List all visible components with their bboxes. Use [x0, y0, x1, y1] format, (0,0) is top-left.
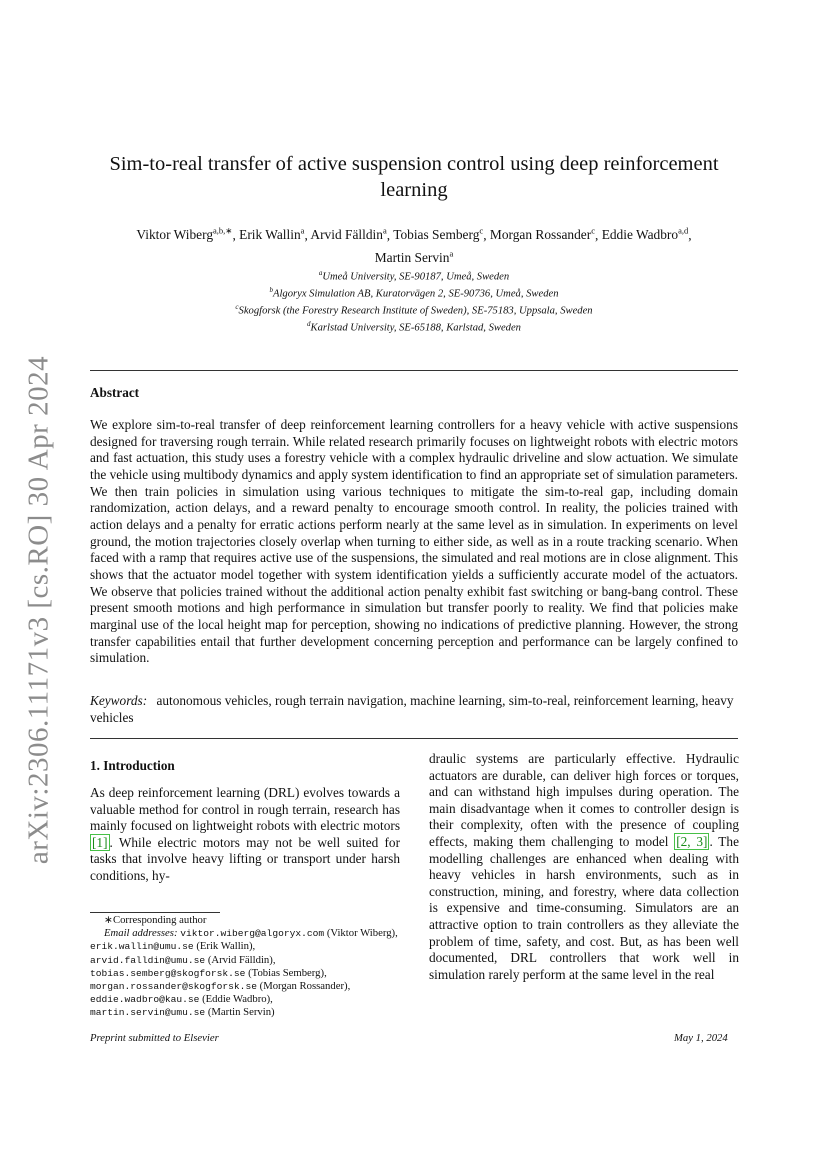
- affiliation: $^d$Karlstad University, SE-65188, Karlstad, Sweden: [307, 320, 521, 334]
- citation-link[interactable]: [2, 3]: [676, 833, 708, 849]
- email-entry: eddie.wadbro@kau.se (Eddie Wadbro),: [90, 993, 273, 1006]
- author: Martin Servin$^a$: [374, 248, 454, 265]
- email-entry: martin.servin@umu.se (Martin Servin): [90, 1006, 275, 1019]
- email-link[interactable]: arvid.falldin@umu.se: [90, 954, 206, 966]
- intro-column-right: draulic systems are particularly effective. Hydraulic actuators are durable, can deliver high forces or torques, and can withstand high impulses during operation. The main disadvantage when it comes to controller design is their complexity, often with the presence of coupling effects, making them challenging to model [2, 3] . The modelling challenges are enhanced when dealing with heavy vehicles in harsh environments, such as in construction, mining, and forestry, where data collection is expensive and time-consuming. Simulators are an attractive option to train controllers as they alleviate the problem of time, safety, and cost. But, as has been well documented, DRL controllers that work well in simulation rarely perform at the same level in the real: [429, 751, 739, 982]
- footnote: [90, 914, 400, 1020]
- email-addresses: Email addresses: viktor.wiberg@algoryx.com (Viktor Wiberg),: [104, 927, 398, 940]
- email-entry: arvid.falldin@umu.se (Arvid Fälldin),: [90, 953, 276, 966]
- paper-title: Sim-to-real transfer of active suspension control using deep reinforcement learning: [109, 153, 719, 201]
- keywords-label: Keywords:: [90, 693, 148, 708]
- keywords: [90, 693, 738, 726]
- citation-link[interactable]: [1]: [92, 834, 108, 850]
- section-heading-introduction: 1. Introduction: [90, 758, 175, 773]
- intro-column-left: As deep reinforcement learning (DRL) evolves towards a valuable method for control in rough terrain, research has mainly focused on lightweight robots with electric motors [1] . While electric motors may not be well suited for tasks that involve heavy lifting or transport under harsh conditions, hy-: [90, 785, 400, 883]
- email-link[interactable]: morgan.rossander@skogforsk.se: [90, 981, 257, 993]
- author: Morgan Rossander$^c$: [489, 226, 595, 243]
- keywords-text: autonomous vehicles, rough terrain navigation, machine learning, sim-to-real, reinforcement learning, heavy vehicles: [90, 693, 734, 725]
- author: Viktor Wiberg$^{a,b,∗}$: [136, 226, 233, 243]
- email-entry: erik.wallin@umu.se (Erik Wallin),: [90, 940, 256, 953]
- author: Arvid Fälldin$^a$: [310, 226, 387, 243]
- email-link[interactable]: erik.wallin@umu.se: [90, 941, 194, 953]
- footer-preprint-note: Preprint submitted to Elsevier: [90, 1032, 219, 1044]
- affiliation: $^c$Skogforsk (the Forestry Research Institute of Sweden), SE-75183, Uppsala, Sweden: [235, 303, 593, 317]
- email-link[interactable]: eddie.wadbro@kau.se: [90, 994, 200, 1006]
- footer-date: May 1, 2024: [674, 1032, 728, 1044]
- author-list: Viktor Wiberg$^{a,b,∗}$, Erik Wallin$^a$, Arvid Fälldin$^a$, Tobias Semberg$^c$, Morgan Rossander$^c$, Eddie Wadbro$^{a,d}$, Martin Servin$^a$: [136, 226, 692, 265]
- abstract-bottom-rule: [90, 738, 738, 739]
- email-entry: tobias.semberg@skogforsk.se (Tobias Semberg),: [90, 966, 327, 979]
- affiliations: [90, 267, 738, 335]
- abstract-top-rule: [90, 370, 738, 371]
- affiliation: $^a$Umeå University, SE-90187, Umeå, Sweden: [318, 269, 510, 283]
- author: Eddie Wadbro$^{a,d}$: [601, 226, 689, 243]
- author: Tobias Semberg$^c$: [393, 226, 484, 243]
- arxiv-sidebar-stamp: [14, 355, 64, 865]
- email-entry: morgan.rossander@skogforsk.se (Morgan Rossander),: [90, 980, 351, 993]
- abstract-heading: Abstract: [90, 385, 140, 400]
- corresponding-author-note: ∗Corresponding author: [104, 914, 207, 926]
- abstract-text: We explore sim-to-real transfer of deep reinforcement learning controllers for a heavy vehicle with active suspensions designed for traversing rough terrain. While related research primarily focuses on lightweight robots with electric motors and fast actuation, this study uses a forestry vehicle with a complex hydraulic driveline and slow actuation. We simulate the vehicle using multibody dynamics and apply system identification to find an appropriate set of simulation parameters. We then train policies in simulation using various techniques to mitigate the sim-to-real gap, including domain randomization, action delays, and a reward penalty to encourage smooth control. In reality, the policies trained with action delays and a penalty for erratic actions perform nearly at the same level as in simulation. In experiments on level ground, the motion trajectories closely overlap when turning to either side, as well as in a route tracking scenario. When faced with a ramp that requires active use of the suspensions, the simulated and real motions are in close alignment. This shows that the actuator model together with system identification yields a sufficiently accurate model of the actuators. We observe that policies trained without the additional action penalty exhibit fast switching or bang-bang control. These present smooth motions and high performance in simulation but transfer poorly to reality. We find that policies make marginal use of the local height map for perception, showing no indications of predictive planning. However, the strong transfer capabilities entail that further development concerning perception and performance can be largely confined to simulation.: [90, 417, 738, 666]
- email-link[interactable]: martin.servin@umu.se: [90, 1007, 206, 1019]
- email-link[interactable]: viktor.wiberg@algoryx.com: [180, 928, 325, 940]
- affiliation: $^b$Algoryx Simulation AB, Kuratorvägen 2, SE-90736, Umeå, Sweden: [269, 286, 559, 300]
- author: Erik Wallin$^a$: [239, 226, 305, 243]
- footnote-rule: [90, 912, 220, 913]
- arxiv-id: arXiv:2306.11171v3 [cs.RO] 30 Apr 2024: [22, 355, 55, 865]
- email-link[interactable]: tobias.semberg@skogforsk.se: [90, 967, 246, 979]
